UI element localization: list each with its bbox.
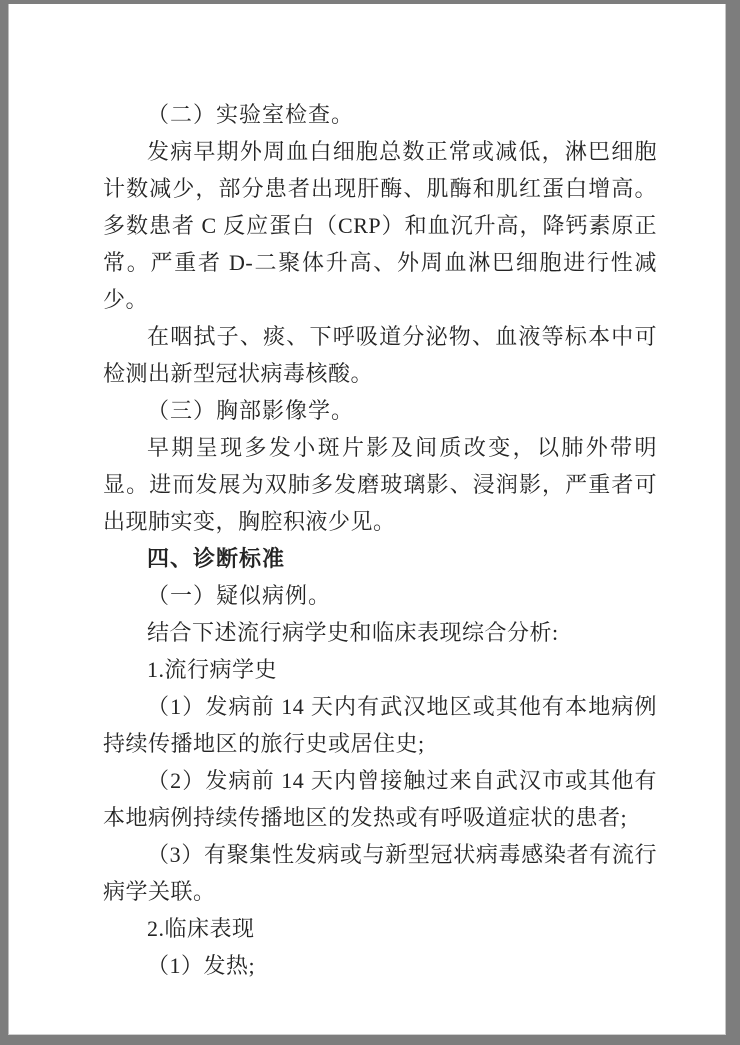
paragraph-14: （1）发热; — [147, 953, 256, 978]
document-body — [9, 4, 657, 984]
paragraph-2: 发病早期外周血白细胞总数正常或减低，淋巴细胞计数减少，部分患者出现肝酶、肌酶和肌红蛋白增高。多数患者 C 反应蛋白（CRP）和血沉升高，降钙素原正常。严重者 D-二聚体升高、外周血淋巴细胞进行性减少。 — [103, 139, 657, 312]
paragraph-4: （三）胸部影像学。 — [147, 398, 355, 423]
document-page — [8, 4, 726, 1035]
paragraph-13: 2.临床表现 — [147, 916, 255, 941]
paragraph-7: （一）疑似病例。 — [147, 583, 332, 608]
paragraph-5: 早期呈现多发小斑片影及间质改变，以肺外带明显。进而发展为双肺多发磨玻璃影、浸润影，严重者可出现肺实变，胸腔积液少见。 — [103, 435, 657, 534]
paragraph-11: （2）发病前 14 天内曾接触过来自武汉市或其他有本地病例持续传播地区的发热或有呼吸道症状的患者; — [103, 768, 657, 830]
paragraph-3: 在咽拭子、痰、下呼吸道分泌物、血液等标本中可检测出新型冠状病毒核酸。 — [103, 324, 657, 386]
paragraph-12: （3）有聚集性发病或与新型冠状病毒感染者有流行病学关联。 — [103, 842, 657, 904]
paragraph-6: 四、诊断标准 — [147, 546, 286, 571]
paragraph-1: （二）实验室检查。 — [147, 102, 355, 127]
paragraph-8: 结合下述流行病学史和临床表现综合分析: — [147, 620, 559, 645]
paragraph-10: （1）发病前 14 天内有武汉地区或其他有本地病例持续传播地区的旅行史或居住史; — [103, 694, 657, 756]
paragraph-9: 1.流行病学史 — [147, 657, 278, 682]
